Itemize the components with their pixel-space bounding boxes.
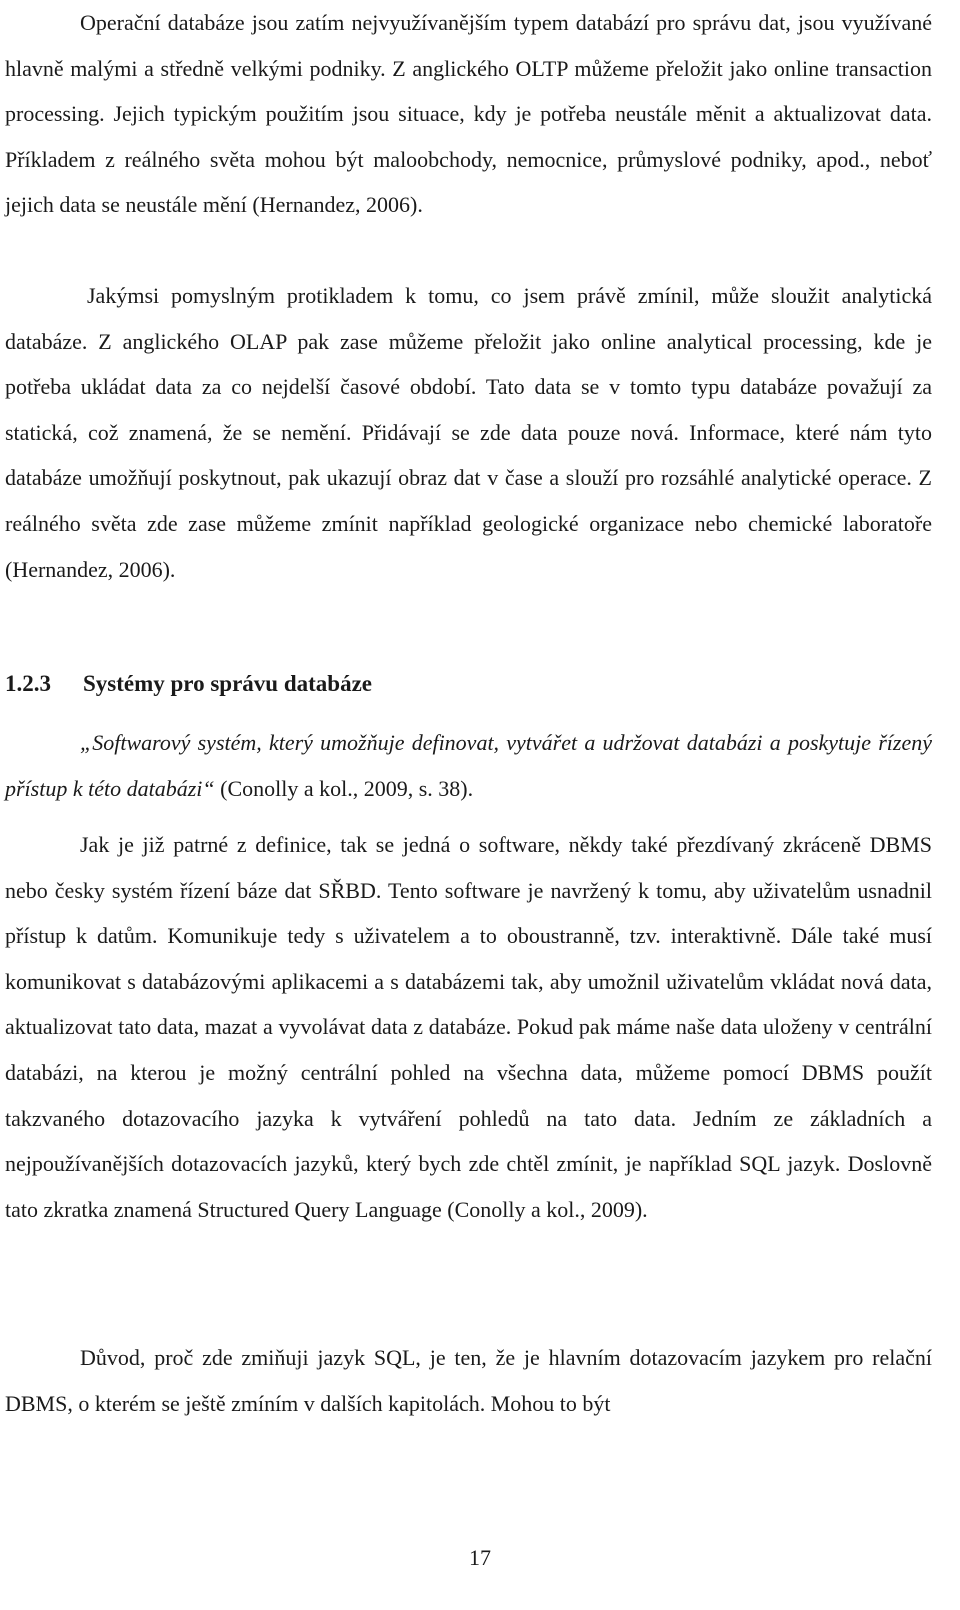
section-heading (5, 664, 372, 704)
paragraph-sql: Důvod, proč zde zmiňuji jazyk SQL, je ten, že je hlavním dotazovacím jazykem pro relační DBMS, o kterém se ještě zmíním v dalších kapitolách. Mohou to být (5, 1345, 932, 1416)
paragraph-oltp: Operační databáze jsou zatím nejvyužívanějším typem databází pro správu dat, jsou využívané hlavně malými a středně velkými podniky. Z anglického OLTP můžeme přeložit jako online transaction processing. Jejich typickým použitím jsou situace, kdy je potřeba neustále měnit a aktualizovat data. Příkladem z reálného světa mohou být maloobchody, nemocnice, průmyslové podniky, apod., neboť jejich data se neustále mění (Hernandez, 2006). (5, 10, 932, 218)
paragraph-olap: Jakýmsi pomyslným protikladem k tomu, co jsem právě zmínil, může sloužit analytická databáze. Z anglického OLAP pak zase můžeme přeložit jako online analytical processing, kde je potřeba ukládat data za co nejdelší časové období. Tato data se v tomto typu databáze považují za statická, což znamená, že se nemění. Přidávají se zde data pouze nová. Informace, které nám tyto databáze umožňují poskytnout, pak ukazují obraz dat v čase a slouží pro rozsáhlé analytické operace. Z reálného světa zde zase můžeme zmínit například geologické organizace nebo chemické laboratoře (Hernandez, 2006). (5, 283, 932, 582)
quote-citation: (Conolly a kol., 2009, s. 38). (214, 775, 474, 801)
definition-quote (5, 720, 932, 811)
paragraph-dbms: Jak je již patrné z definice, tak se jedná o software, někdy také přezdívaný zkráceně DBMS nebo česky systém řízení báze dat SŘBD. Tento software je navržený k tomu, aby uživatelům usnadnil přístup k datům. Komunikuje tedy s uživatelem a to oboustranně, tzv. interaktivně. Dále také musí komunikovat s databázovými aplikacemi a s databázemi tak, aby umožnil uživatelům vkládat nová data, aktualizovat tato data, mazat a vyvolávat data z databáze. Pokud pak máme naše data uloženy v centrální databázi, na kterou je možný centrální pohled na všechna data, můžeme pomocí DBMS použít takzvaného dotazovacího jazyka k vytváření pohledů na tato data. Jedním ze základních a nejpoužívanějších dotazovacích jazyků, který bych zde chtěl zmínit, je například SQL jazyk. Doslovně tato zkratka znamená Structured Query Language (Conolly a kol., 2009). (5, 832, 932, 1222)
quote-text: „Softwarový systém, který umožňuje definovat, vytvářet a udržovat databázi a poskytuje řízený přístup k této databázi“ (5, 730, 932, 801)
section-number: 1.2.3 (5, 671, 51, 696)
page-number: 17 (469, 1545, 491, 1570)
section-title: Systémy pro správu databáze (83, 671, 373, 696)
